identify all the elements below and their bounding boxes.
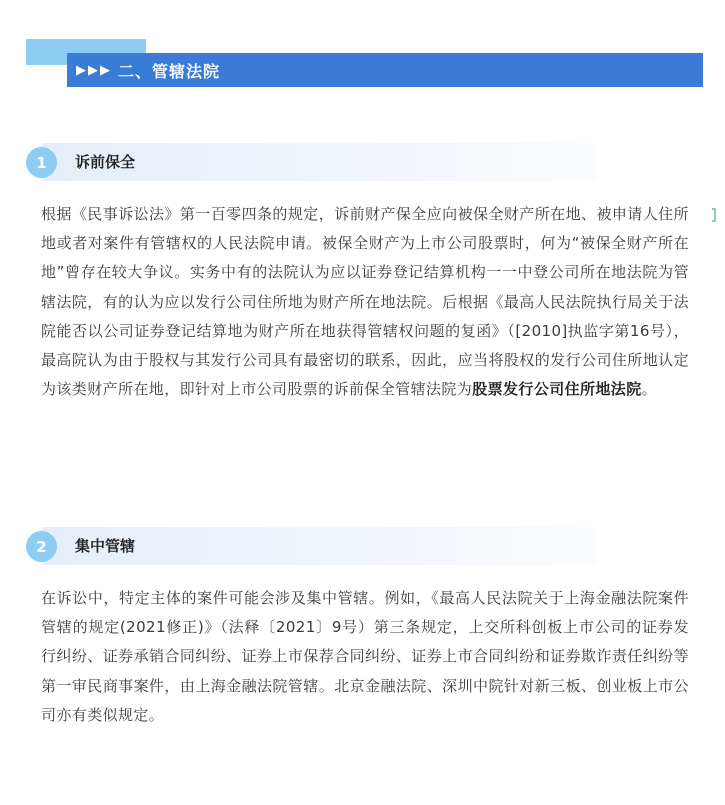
edge-bracket-icon xyxy=(712,208,716,222)
triple-arrow-icon: ▶▶▶ xyxy=(76,62,112,78)
subsection-heading-2 xyxy=(26,527,596,565)
section-header-bar xyxy=(67,53,703,87)
subsection-title: 集中管辖 xyxy=(75,537,136,555)
section-header-title: 二、管辖法院 xyxy=(118,61,221,81)
subsection-number-badge: 2 xyxy=(26,531,57,562)
paragraph-pre-litigation-preservation xyxy=(41,200,689,404)
paragraph-text: 根据《民事诉讼法》第一百零四条的规定，诉前财产保全应向被保全财产所在地、被申请人住所地或者对案件有管辖权的人民法院申请。被保全财产为上市公司股票时，何为“被保全财产所在地”曾存在较大争议。实务中有的法院认为应以证券登记结算机构一一中登公司所在地法院为管辖法院，有的认为应以发行公司住所地为财产所在地法院。后根据《最高人民法院执行局关于法院能否以公司证券登记结算地为财产所在地获得管辖权问题的复函》（[2010]执监字第16号），最高院认为由于股权与其发行公司具有最密切的联系，因此，应当将股权的发行公司住所地认定为该类财产所在地，即针对上市公司股票的诉前保全管辖法院为 xyxy=(41,205,689,399)
subsection-heading-1 xyxy=(26,143,596,181)
paragraph-bold-text: 股票发行公司住所地法院 xyxy=(472,380,642,399)
paragraph-centralized-jurisdiction: 在诉讼中，特定主体的案件可能会涉及集中管辖。例如，《最高人民法院关于上海金融法院案件管辖的规定(2021修正)》（法释〔2021〕9号）第三条规定，上交所科创板上市公司的证券发行纠纷、证券承销合同纠纷、证券上市保荐合同纠纷、证券上市合同纠纷和证券欺诈责任纠纷等第一审民商事案件，由上海金融法院管辖。北京金融法院、深圳中院针对新三板、创业板上市公司亦有类似规定。 xyxy=(41,589,689,724)
paragraph-end: 。 xyxy=(641,380,658,399)
subsection-number-badge: 1 xyxy=(26,147,57,178)
subsection-title: 诉前保全 xyxy=(75,153,136,171)
